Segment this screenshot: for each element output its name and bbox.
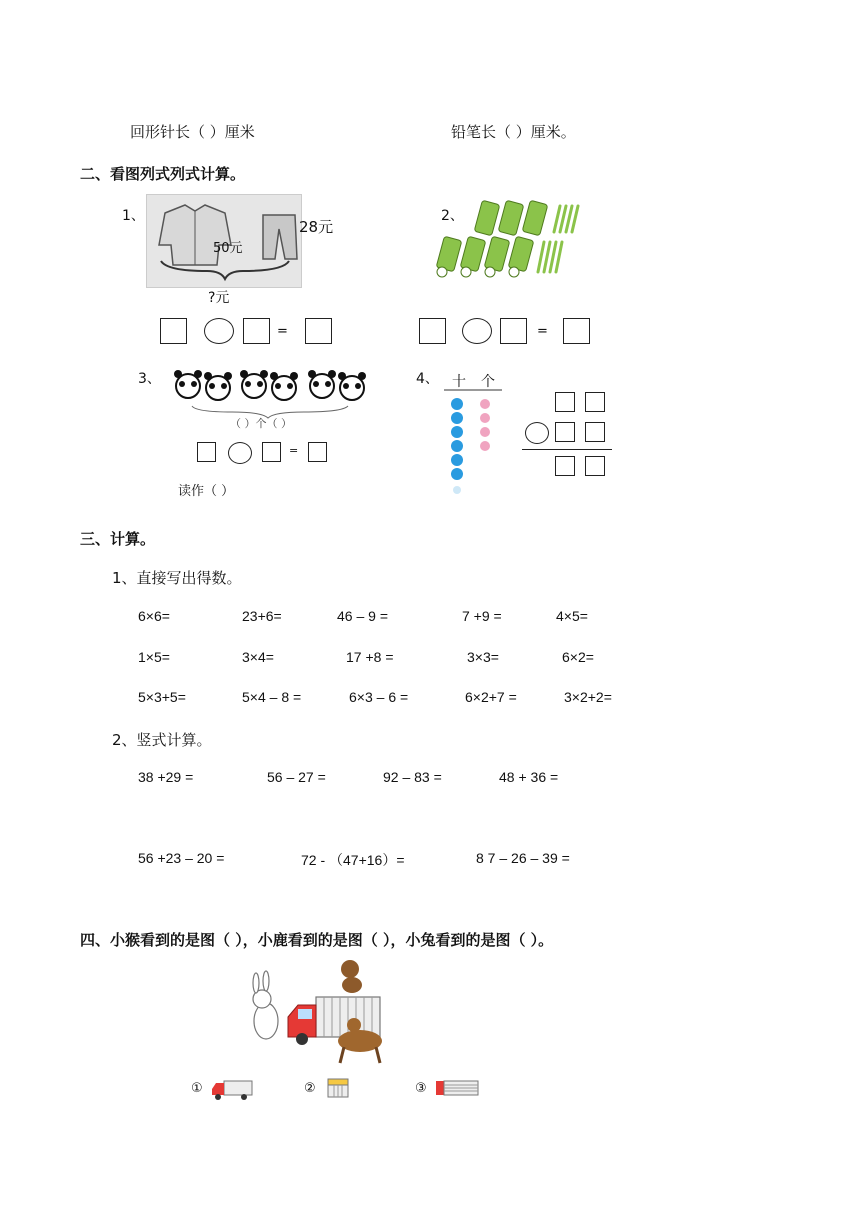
tens-column-label: 十 xyxy=(452,374,466,390)
calc-item: 3×3= xyxy=(467,649,499,665)
operator-circle[interactable] xyxy=(462,318,492,344)
option-2-label: ② xyxy=(304,1081,316,1096)
section-2-title: 二、看图列式列式计算。 xyxy=(80,165,246,183)
answer-box[interactable] xyxy=(160,318,187,344)
answer-box[interactable] xyxy=(262,442,281,462)
answer-box[interactable] xyxy=(585,456,605,476)
calc-item: 7 +9 = xyxy=(462,608,502,624)
operator-circle[interactable] xyxy=(204,318,234,344)
truck-side-view-icon xyxy=(210,1077,254,1101)
answer-box[interactable] xyxy=(197,442,216,462)
answer-box[interactable] xyxy=(419,318,446,344)
vertical-calc-item: 92 – 83 = xyxy=(383,769,442,785)
option-1-label: ① xyxy=(191,1081,203,1096)
answer-box[interactable] xyxy=(555,392,575,412)
answer-box[interactable] xyxy=(585,392,605,412)
rabbit-icon xyxy=(253,971,278,1039)
calc-item: 5×4 – 8 = xyxy=(242,689,302,705)
operator-circle[interactable] xyxy=(525,422,549,444)
ones-column-label: 个 xyxy=(481,374,495,390)
answer-box[interactable] xyxy=(308,442,327,462)
clip-length-label: 回形针长（ ）厘米 xyxy=(130,123,255,141)
equals-sign: = xyxy=(277,324,288,339)
q3-number: 3、 xyxy=(138,371,161,387)
calc-item: 6×2+7 = xyxy=(465,689,517,705)
vertical-calc-item: 56 – 27 = xyxy=(267,769,326,785)
animals-truck-illustration xyxy=(240,955,440,1065)
q4-number: 4、 xyxy=(416,371,439,387)
option-3-label: ③ xyxy=(415,1081,427,1096)
jacket-price: 50元 xyxy=(213,241,243,256)
calc-item: 46 – 9 = xyxy=(337,608,388,624)
answer-box[interactable] xyxy=(243,318,270,344)
pants-price: 28元 xyxy=(299,218,334,236)
calc-item: 1×5= xyxy=(138,649,170,665)
answer-box[interactable] xyxy=(563,318,590,344)
total-price: ?元 xyxy=(208,290,230,306)
vertical-calc-heading: 2、竖式计算。 xyxy=(112,731,212,749)
vertical-calc-item: 8 7 – 26 – 39 = xyxy=(476,850,570,866)
vertical-calc-item: 72 - （47+16）= xyxy=(301,852,405,868)
calc-item: 23+6= xyxy=(242,608,282,624)
calc-item: 6×6= xyxy=(138,608,170,624)
equals-sign: = xyxy=(289,444,299,457)
answer-box[interactable] xyxy=(555,456,575,476)
clothes-picture xyxy=(146,194,302,288)
pandas-illustration xyxy=(172,366,372,416)
vertical-calc-line xyxy=(522,449,612,450)
answer-box[interactable] xyxy=(500,318,527,344)
section-4-title: 四、小猴看到的是图（ ），小鹿看到的是图（ ），小兔看到的是图（ ）。 xyxy=(80,931,554,949)
operator-circle[interactable] xyxy=(228,442,252,464)
section-3-title: 三、计算。 xyxy=(80,530,156,548)
brace-label: （ ）个（ ） xyxy=(230,417,292,430)
calc-item: 3×2+2= xyxy=(564,689,612,705)
read-as-label: 读作（ ） xyxy=(178,484,235,499)
q1-number: 1、 xyxy=(122,208,145,224)
vertical-calc-item: 48 + 36 = xyxy=(499,769,559,785)
truck-rear-view-icon xyxy=(324,1077,352,1101)
calc-item: 6×3 – 6 = xyxy=(349,689,409,705)
monkey-icon xyxy=(341,960,362,993)
vertical-calc-item: 38 +29 = xyxy=(138,769,194,785)
pencil-length-label: 铅笔长（ ）厘米。 xyxy=(451,123,576,141)
q2-number: 2、 xyxy=(441,208,464,224)
calc-item: 6×2= xyxy=(562,649,594,665)
calc-item: 17 +8 = xyxy=(346,649,394,665)
calc-item: 3×4= xyxy=(242,649,274,665)
vertical-calc-item: 56 +23 – 20 = xyxy=(138,850,225,866)
truck-top-view-icon xyxy=(434,1077,480,1101)
calc-item: 4×5= xyxy=(556,608,588,624)
calc-item: 5×3+5= xyxy=(138,689,186,705)
direct-calc-heading: 1、直接写出得数。 xyxy=(112,569,242,587)
answer-box[interactable] xyxy=(555,422,575,442)
answer-box[interactable] xyxy=(305,318,332,344)
equals-sign: = xyxy=(537,324,548,339)
corn-bundles-illustration xyxy=(432,196,592,286)
counting-frame xyxy=(436,388,516,498)
answer-box[interactable] xyxy=(585,422,605,442)
